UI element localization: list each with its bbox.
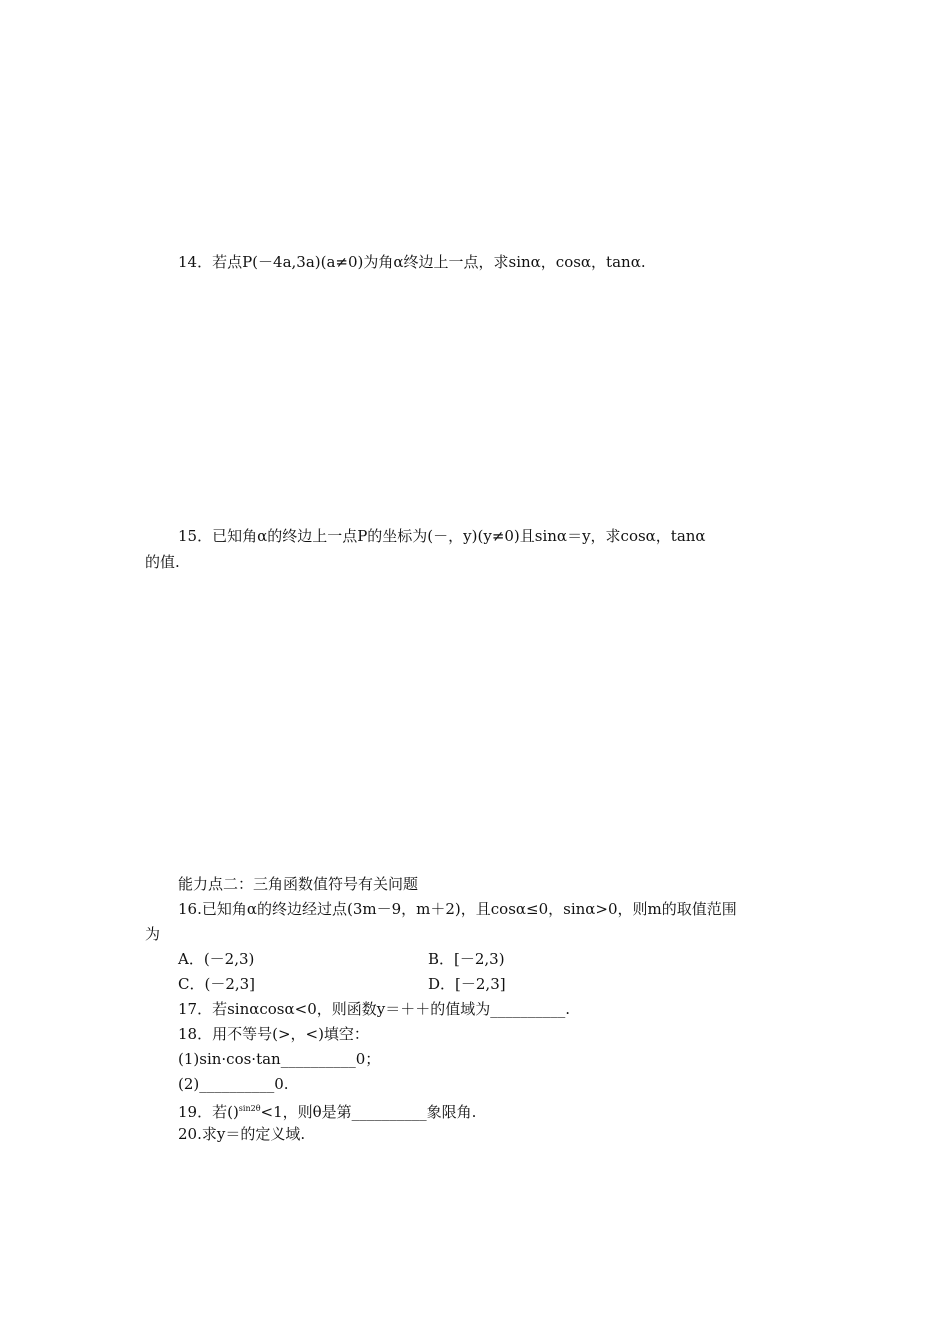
- option-d: D．[－2,3]: [428, 975, 506, 993]
- question-19-after: <1，则θ是第__________象限角.: [260, 1103, 477, 1121]
- question-16-line-1: 16.已知角α的终边经过点(3m－9，m＋2)，且cosα≤0，sinα>0，则m的取值范围: [178, 900, 737, 918]
- question-19-before: 19．若(): [178, 1103, 239, 1121]
- question-17: 17．若sinαcosα<0，则函数y＝＋＋的值域为__________.: [178, 1000, 570, 1018]
- question-18-part-2: (2)__________0.: [178, 1075, 289, 1093]
- question-18-part-1: (1)sin·cos·tan__________0；: [178, 1050, 381, 1068]
- question-19: [178, 1099, 476, 1122]
- question-20: 20.求y＝的定义域.: [178, 1125, 306, 1143]
- question-15-line-1: 15．已知角α的终边上一点P的坐标为(－，y)(y≠0)且sinα＝y，求cosα，tanα: [178, 527, 706, 545]
- question-15-line-2: 的值.: [145, 553, 180, 571]
- question-14: [178, 252, 646, 272]
- option-a: A．(－2,3): [178, 950, 255, 968]
- option-b: B．[－2,3): [428, 950, 505, 968]
- question-18-intro: 18．用不等号(>，<)填空：: [178, 1025, 369, 1043]
- question-16-line-2: 为: [145, 925, 161, 943]
- section-heading: 能力点二：三角函数值符号有关问题: [178, 875, 419, 893]
- question-14-text: 14．若点P(－4a,3a)(a≠0)为角α终边上一点，求sinα，cosα，tanα.: [178, 253, 646, 271]
- option-c: C．(－2,3]: [178, 975, 256, 993]
- question-19-exponent: sin2θ: [238, 1104, 261, 1113]
